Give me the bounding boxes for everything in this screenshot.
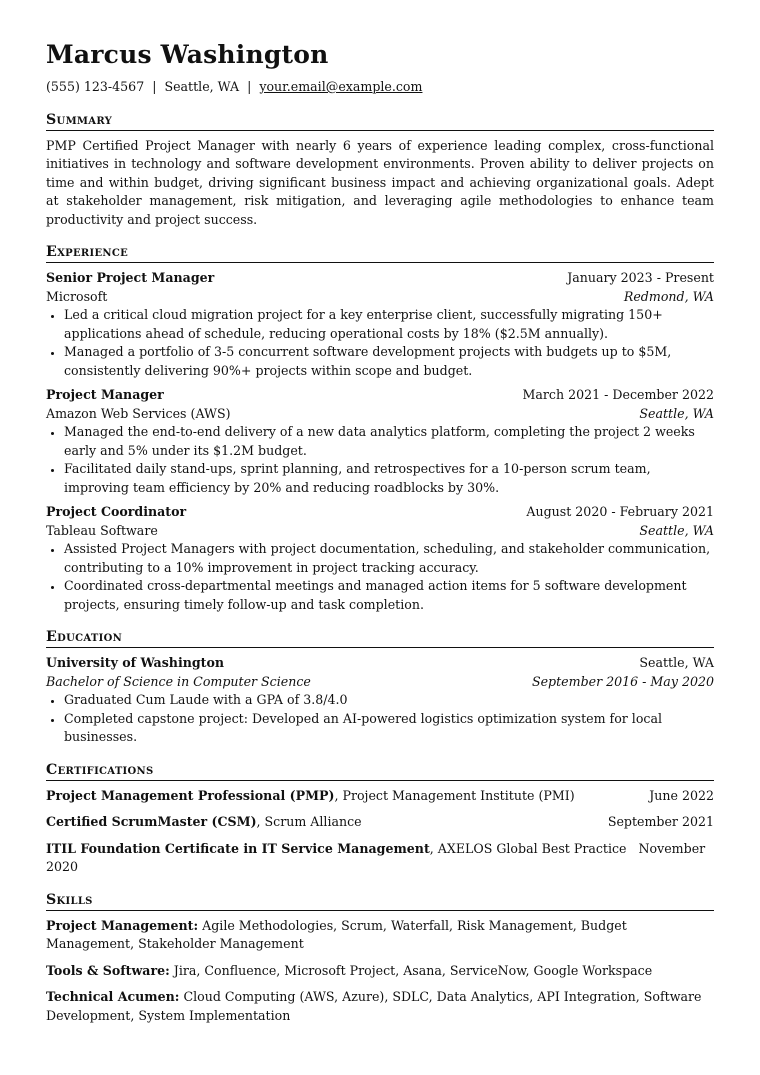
job-role: Senior Project Manager [46, 270, 215, 285]
job-role: Project Coordinator [46, 504, 187, 519]
skill-item [46, 917, 714, 954]
section-title-education: Education [46, 628, 714, 648]
email-link[interactable]: your.email@example.com [259, 79, 423, 94]
job-dates: August 2020 - February 2021 [526, 504, 714, 519]
job-bullet: • Assisted Project Managers with project documentation, scheduling, and stakeholder communication, contributing to a 10% improvement in project tracking accuracy. [64, 540, 714, 577]
education-dates: September 2016 - May 2020 [531, 673, 714, 689]
education-section [46, 628, 714, 747]
education-bullets [46, 691, 714, 747]
certification-item [46, 787, 714, 806]
contact-line [46, 78, 714, 97]
summary-section [46, 111, 714, 230]
job-company: Tableau Software [46, 522, 158, 538]
location: Seattle, WA [164, 79, 240, 94]
skill-label: Tools & Software: [46, 962, 170, 978]
job-location: Seattle, WA [639, 522, 714, 538]
job-entry [46, 386, 714, 497]
job-bullet: • Facilitated daily stand-ups, sprint planning, and retrospectives for a 10-person scrum team, improving team efficiency by 20% and reducing roadblocks by 30%. [64, 460, 714, 497]
job-location: Seattle, WA [639, 405, 714, 421]
contact-separator: | [152, 79, 157, 94]
phone-number: (555) 123-4567 [46, 79, 145, 94]
certification-item [46, 840, 714, 877]
education-bullet: • Completed capstone project: Developed an AI-powered logistics optimization system for local businesses. [64, 710, 714, 747]
skill-value: Cloud Computing (AWS, Azure), SDLC, Data Analytics, API Integration, Software Development, System Implementation [46, 989, 702, 1023]
certification-issuer: , AXELOS Global Best Practice [429, 840, 627, 856]
education-bullet: • Graduated Cum Laude with a GPA of 3.8/4.0 [64, 691, 714, 710]
job-location: Redmond, WA [623, 288, 714, 304]
contact-separator: | [247, 79, 252, 94]
section-title-certifications: Certifications [46, 761, 714, 781]
job-bullet: • Managed a portfolio of 3-5 concurrent software development projects with budgets up to $5M, consistently delivering 90%+ projects within scope and budget. [64, 343, 714, 380]
section-title-skills: Skills [46, 891, 714, 911]
job-bullets [46, 540, 714, 614]
skill-value: Agile Methodologies, Scrum, Waterfall, Risk Management, Budget Management, Stakeholder Management [46, 917, 627, 951]
certification-date: September 2021 [607, 814, 714, 829]
certification-date: November 2020 [46, 840, 706, 874]
certification-item [46, 813, 714, 832]
summary-text: PMP Certified Project Manager with nearly 6 years of experience leading complex, cross-functional initiatives in technology and software development environments. Proven ability to deliver projects on time and within budget, driving significant business impact and achieving organizational goals. Adept at stakeholder management, risk mitigation, and leveraging agile methodologies to enhance team productivity and project success. [46, 137, 714, 227]
certification-date: June 2022 [649, 787, 714, 803]
job-bullets [46, 306, 714, 380]
certification-name: Certified ScrumMaster (CSM) [46, 814, 257, 829]
degree: Bachelor of Science in Computer Science [46, 673, 311, 689]
skill-item [46, 988, 714, 1025]
section-title-experience: Experience [46, 243, 714, 263]
skills-section [46, 891, 714, 1026]
job-bullet: • Managed the end-to-end delivery of a new data analytics platform, completing the project 2 weeks early and 5% under its $1.2M budget. [64, 423, 714, 460]
certifications-section [46, 761, 714, 877]
job-bullets [46, 423, 714, 497]
job-bullet: • Coordinated cross-departmental meetings and managed action items for 5 software development projects, ensuring timely follow-up and task completion. [64, 577, 714, 614]
job-bullet: • Led a critical cloud migration project for a key enterprise client, successfully migrating 150+ applications ahead of schedule, reducing operational costs by 18% ($2.5M annually). [64, 306, 714, 343]
certification-name: Project Management Professional (PMP) [46, 787, 335, 803]
job-company: Amazon Web Services (AWS) [46, 405, 231, 421]
skill-label: Technical Acumen: [46, 989, 180, 1004]
job-company: Microsoft [46, 288, 108, 304]
certification-name: ITIL Foundation Certificate in IT Service Management [46, 840, 430, 856]
job-dates: January 2023 - Present [567, 270, 714, 285]
school-name: University of Washington [46, 655, 225, 670]
job-entry [46, 503, 714, 614]
job-dates: March 2021 - December 2022 [522, 387, 714, 402]
experience-section [46, 243, 714, 614]
certification-issuer: , Scrum Alliance [256, 814, 362, 829]
job-role: Project Manager [46, 387, 164, 402]
section-title-summary: Summary [46, 111, 714, 131]
skill-item [46, 962, 714, 981]
skill-label: Project Management: [46, 917, 199, 933]
job-entry [46, 269, 714, 380]
candidate-name: Marcus Washington [46, 40, 329, 69]
skill-value: Jira, Confluence, Microsoft Project, Asana, ServiceNow, Google Workspace [169, 962, 653, 978]
school-location: Seattle, WA [639, 655, 714, 670]
certification-issuer: , Project Management Institute (PMI) [334, 787, 575, 803]
